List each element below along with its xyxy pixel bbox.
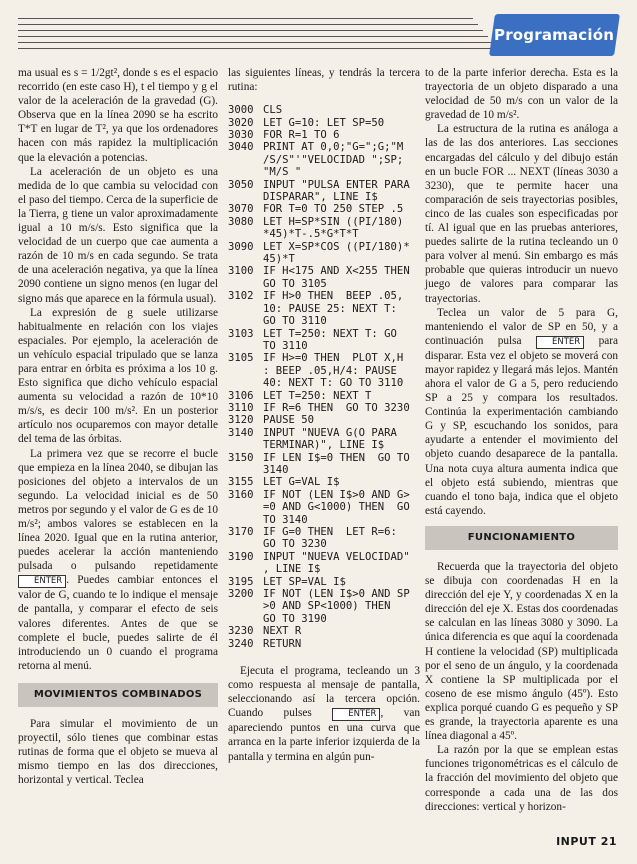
code-line	[228, 241, 420, 266]
paragraph: La razón por la que se emplean estas funciones trigonométricas es el cálculo de la fracción del movimiento del objeto que corresponde a cada una de las dos direcciones: vertical y horizon-	[425, 744, 618, 813]
section-tag	[489, 14, 620, 56]
code-line	[228, 129, 420, 141]
line-number: 3070	[228, 203, 254, 216]
paragraph: las siguientes líneas, y tendrás la tercera rutina:	[228, 67, 420, 94]
header-rule	[18, 48, 498, 49]
code-text: RETURN	[263, 637, 302, 650]
line-number: 3120	[228, 414, 254, 427]
code-line	[228, 476, 420, 488]
line-number: 3170	[228, 526, 254, 538]
code-line	[228, 328, 420, 353]
header-rule	[18, 36, 488, 37]
text: Teclea un valor de 5 para G, manteniendo el valor de SP en 50, y a continuación pulsa	[425, 306, 618, 347]
code-text: INPUT "NUEVA G(O PARA TERMINAR)", LINE I$	[263, 426, 397, 452]
code-line	[228, 576, 420, 588]
code-line	[228, 427, 420, 452]
code-line	[228, 104, 420, 116]
code-line	[228, 402, 420, 414]
text: . Puedes cambiar entonces el valor de G, cuando te lo indique el mensaje de pantalla, y comparar el efecto de seis valores diferentes. Antes de que se complete el bucle, puedes salirte de él introduciendo un 0 cuando el programa retorna al menú.	[18, 574, 218, 672]
line-number: 3110	[228, 401, 254, 414]
line-number: 3102	[228, 290, 254, 303]
code-line	[228, 117, 420, 129]
section-heading: MOVIMIENTOS COMBINADOS	[18, 683, 218, 707]
paragraph: La estructura de la rutina es análoga a las de las dos anteriores. Las secciones encargadas del cálculo y del dibujo están en un bucle FOR ... NEXT (líneas 3030 a 3230), que te permite hacer una comparación de seis trayectorias posibles, cinco de las cuales son especificadas por tí. Al igual que en las pruebas anteriores, puedes salirte de la rutina tecleando un 0 para volver al menú. Sin embargo es más probable que quieras introducir un nuevo juego de valores para comparar las trayectorias.	[425, 123, 618, 305]
code-line	[228, 179, 420, 204]
line-number: 3195	[228, 575, 254, 588]
line-number: 3200	[228, 588, 254, 601]
line-number: 3020	[228, 116, 254, 129]
line-number: 3105	[228, 352, 254, 365]
code-line	[228, 265, 420, 290]
code-text: IF NOT (LEN I$>0 AND G> =0 AND G<1000) THEN GO TO 3140	[263, 488, 410, 526]
header-rule	[18, 30, 483, 31]
section-heading: FUNCIONAMIENTO	[425, 526, 618, 550]
code-text: LET G=VAL I$	[263, 476, 340, 489]
code-text: IF NOT (LEN I$>0 AND SP >0 AND SP<1000) THEN GO TO 3190	[263, 588, 410, 625]
code-line	[228, 526, 420, 551]
text: para disparar. Esta vez el objeto se moverá con mayor rapidez y llegará más lejos. Mantén ahora el valor de G a 5, pero reduciendo SP a 25 y compara los resultados. Continúa la experimentación cambiando G y SP, escuchando los sonidos, para ayudarte a entender el movimiento del objeto cuando desaparece de la pantalla. Una nota cuya altura aumenta indica que el objeto está subiendo, mientras que cuando el tono baja, indica que el objeto está cayendo.	[425, 334, 619, 517]
section-title: Programación	[494, 26, 615, 44]
code-text: IF H<175 AND X<255 THEN GO TO 3105	[263, 265, 410, 290]
line-number: 3090	[228, 240, 254, 253]
paragraph: La aceleración de un objeto es una medida de lo que cambia su velocidad con el paso del tiempo. Cerca de la superficie de la Tierra, g tiene un valor aproximadamente igual a 10 m/s/s. Esto significa que la velocidad de un cuerpo que cae aumenta a razón de 10 m/s en cada segundo. Se trata de una aceleración negativa, ya que la línea 2090 contiene un signo menos (en lugar del signo más que aparece en la fórmula usual).	[18, 165, 218, 305]
header-rule	[18, 42, 493, 43]
code-text: LET G=10: LET SP=50	[263, 116, 385, 129]
paragraph: Recuerda que la trayectoria del objeto se dibuja con coordenadas H en la dirección del eje Y, y coordenadas X en la dirección del eje X. Estas dos coordenadas se calculan en las líneas 3080 y 3090. La única diferencia es que aquí la coordenada H contiene la velocidad (SP) multiplicada por el seno de un ángulo, y la coordenada X contiene la SP multiplicada por el coseno de ese mismo ángulo (45º). Esto explica porqué cuando G es pequeño y SP es grande, la trayectoria aparente es una línea diagonal a 45º.	[425, 561, 618, 743]
code-text: LET H=SP*SIN ((PI/180) *45)*T-.5*G*T*T	[263, 215, 404, 241]
paragraph	[228, 664, 420, 764]
line-number: 3000	[228, 104, 254, 117]
code-line	[228, 216, 420, 241]
column-2	[228, 66, 420, 764]
line-number: 3240	[228, 637, 254, 650]
line-number: 3150	[228, 451, 254, 464]
paragraph: La expresión de g suele utilizarse habitualmente en relación con los viajes espaciales. Por ejemplo, la aceleración de un vehículo espacial tripulado que se lanza para entrar en órbita es próxima a los 10 g. Esto significa que dicho vehículo espacial aumenta su velocidad a razón de 10*10 m/s/s, es decir 100 m/s². En un posterior artículo nos ocuparemos con mayor detalle del tema de las órbitas.	[18, 306, 218, 446]
line-number: 3100	[228, 265, 254, 278]
code-listing	[228, 104, 420, 650]
line-number: 3040	[228, 141, 254, 154]
code-text: PAUSE 50	[263, 414, 315, 427]
code-text: LET X=SP*COS ((PI/180)* 45)*T	[263, 240, 410, 266]
code-line	[228, 203, 420, 215]
code-text: IF H>0 THEN BEEP .05, 10: PAUSE 25: NEXT T: GO TO 3110	[263, 290, 404, 328]
header-rule	[18, 18, 473, 19]
paragraph	[18, 447, 218, 673]
text: Ejecuta el programa, tecleando un 3 como respuesta al mensaje de pantalla, seleccionando así la tercera opción. Cuando pulses	[228, 665, 420, 720]
enter-key-label: ENTER	[536, 336, 584, 349]
code-line	[228, 390, 420, 402]
code-text: CLS	[263, 104, 283, 117]
code-text: LET SP=VAL I$	[263, 575, 346, 588]
code-line	[228, 352, 420, 389]
line-number: 3030	[228, 129, 254, 141]
code-line	[228, 489, 420, 526]
code-text: LET T=250: NEXT T: GO TO 3110	[263, 327, 397, 352]
code-text: PRINT AT 0,0;"G=";G;"M /S/S"'"VELOCIDAD ";SP; "M/S "	[263, 141, 404, 179]
code-text: IF G=0 THEN LET R=6: GO TO 3230	[263, 526, 397, 551]
enter-key-label: ENTER	[18, 575, 66, 588]
column-3	[425, 66, 618, 814]
line-number: 3103	[228, 327, 254, 340]
code-line	[228, 588, 420, 625]
line-number: 3140	[228, 426, 254, 439]
line-number: 3190	[228, 550, 254, 563]
text: , van apareciendo puntos en una curva que arranca en la parte inferior izquierda de la pantalla y termina en algún pun-	[228, 707, 420, 763]
code-text: INPUT "NUEVA VELOCIDAD" , LINE I$	[263, 550, 410, 576]
page-footer: INPUT 21	[556, 835, 617, 848]
code-text: FOR T=0 TO 250 STEP .5	[263, 203, 404, 216]
line-number: 3230	[228, 625, 254, 638]
code-text: IF R=6 THEN GO TO 3230	[263, 401, 410, 414]
code-text: FOR R=1 TO 6	[263, 129, 340, 141]
code-line	[228, 638, 420, 650]
code-line	[228, 290, 420, 327]
line-number: 3080	[228, 215, 254, 228]
paragraph	[425, 306, 618, 518]
code-line	[228, 414, 420, 426]
code-text: INPUT "PULSA ENTER PARA DISPARAR", LINE I$	[263, 178, 410, 204]
code-text: IF LEN I$=0 THEN GO TO 3140	[263, 451, 410, 476]
header-rule	[18, 24, 478, 25]
code-text: NEXT R	[263, 625, 302, 638]
code-text: IF H>=0 THEN PLOT X,H : BEEP .05,H/4: PAUSE 40: NEXT T: GO TO 3110	[263, 352, 404, 390]
code-line	[228, 551, 420, 576]
paragraph: ma usual es s = 1/2gt², donde s es el espacio recorrido (en este caso H), t el tiempo y g el valor de la aceleración de la gravedad (G). Observa que en la línea 2090 se ha escrito T*T en lugar de T², ya que los ordenadores hacen con más rapidez la multiplicación que la elevación a potencias.	[18, 67, 218, 164]
text: La primera vez que se recorre el bucle que empieza en la línea 2040, se dibujan las posiciones del objeto a intervalos de un segundo. La velocidad inicial es de 50 metros por segundo y el valor de G es de 10 m/s²; ambos valores se establecen en la línea 2020. Igual que en la rutina anterior, puedes acelerar la acción manteniendo pulsada o pulsando repetidamente	[18, 447, 218, 573]
paragraph: to de la parte inferior derecha. Esta es la trayectoria de un objeto disparado a una velocidad de 50 m/s con un valor de la gravedad de 10 m/s².	[425, 67, 618, 122]
line-number: 3106	[228, 389, 254, 402]
code-text: LET T=250: NEXT T	[263, 389, 372, 402]
line-number: 3050	[228, 178, 254, 191]
code-line	[228, 625, 420, 637]
code-line	[228, 452, 420, 477]
enter-key-label: ENTER	[332, 708, 380, 721]
code-line	[228, 141, 420, 178]
column-1	[18, 66, 218, 788]
line-number: 3155	[228, 476, 254, 489]
paragraph: Para simular el movimiento de un proyectil, sólo tienes que combinar estas rutinas de forma que el objeto se mueva al mismo tiempo en las dos direcciones, horizontal y vertical. Teclea	[18, 718, 218, 787]
line-number: 3160	[228, 488, 254, 501]
